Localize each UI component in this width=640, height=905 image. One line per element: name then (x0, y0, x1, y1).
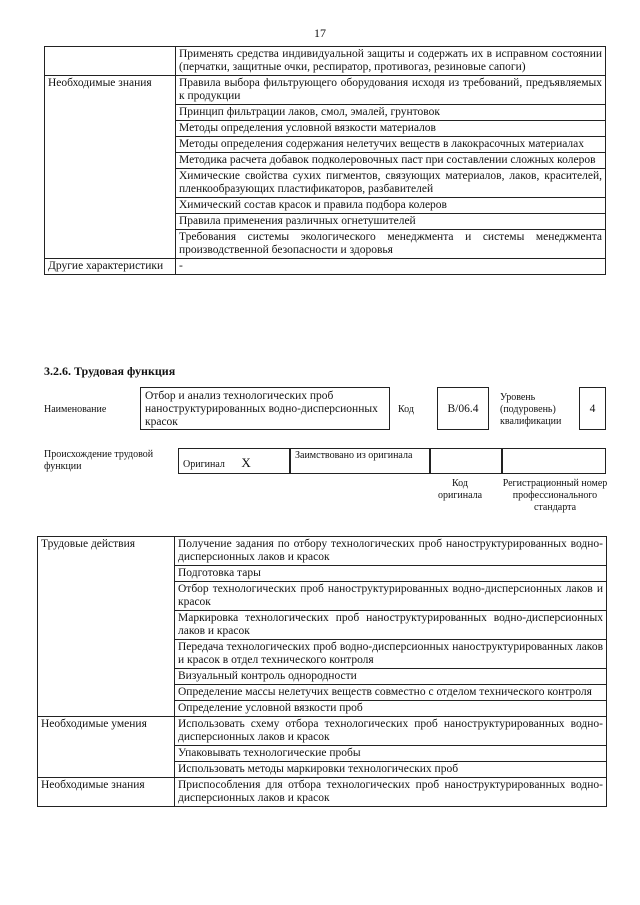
row-item: Методика расчета добавок подколеровочных паст при составлении сложных колеров (176, 153, 606, 169)
table-row (45, 259, 606, 275)
code-value: В/06.4 (437, 387, 489, 430)
code-original-label: Код оригинала (437, 478, 483, 501)
row-item: Упаковывать технологические пробы (175, 746, 607, 762)
top-table (44, 46, 606, 275)
code-original-cell (430, 448, 502, 474)
row-item: Принцип фильтрации лаков, смол, эмалей, грунтовок (176, 105, 606, 121)
original-cell (178, 448, 290, 474)
row-item: Использовать методы маркировки технологических проб (175, 762, 607, 778)
row-category (45, 47, 176, 76)
table-row (38, 537, 607, 566)
level-label: Уровень (подуровень) квалификации (500, 392, 562, 427)
reg-number-cell (502, 448, 606, 474)
reg-number-label: Регистрационный номер профессионального стандарта (502, 478, 608, 513)
row-item: Требования системы экологического менеджмента и системы менеджмента производственной безопасности и здоровья (176, 230, 606, 259)
borrowed-cell (290, 448, 430, 474)
code-label: Код (398, 404, 414, 415)
row-item: Определение массы нелетучих веществ совместно с отделом технического контроля (175, 685, 607, 701)
name-value: Отбор и анализ технологических проб наноструктурированных водно-дисперсионных красок (140, 387, 390, 430)
bottom-table (37, 536, 607, 807)
table-row (45, 47, 606, 76)
row-item: Методы определения содержания нелетучих веществ в лакокрасочных материалах (176, 137, 606, 153)
table-row (45, 76, 606, 105)
origin-label: Происхождение трудовой функции (44, 449, 154, 472)
original-label: Оригинал (183, 459, 225, 470)
row-item: Маркировка технологических проб наноструктурированных водно-дисперсионных лаков и красок (175, 611, 607, 640)
name-label: Наименование (44, 404, 107, 415)
row-item: Методы определения условной вязкости материалов (176, 121, 606, 137)
row-item: Применять средства индивидуальной защиты и содержать их в исправном состоянии (перчатки, защитные очки, респиратор, противогаз, резиновые сапоги) (176, 47, 606, 76)
row-item: Визуальный контроль однородности (175, 669, 607, 685)
table-row (38, 778, 607, 807)
row-category: Необходимые умения (38, 717, 175, 778)
row-item: Использовать схему отбора технологических проб наноструктурированных водно-дисперсионных лаков и красок (175, 717, 607, 746)
original-mark: X (241, 455, 251, 470)
table-row (38, 717, 607, 746)
row-category: Необходимые знания (38, 778, 175, 807)
row-item: Химические свойства сухих пигментов, связующих материалов, лаков, красителей, пленкообразующих пластификаторов, разбавителей (176, 169, 606, 198)
page-number: 17 (314, 26, 326, 40)
borrowed-label: Заимствовано из оригинала (295, 450, 413, 461)
row-category: Необходимые знания (45, 76, 176, 259)
row-item: Химический состав красок и правила подбора колеров (176, 198, 606, 214)
row-item: Подготовка тары (175, 566, 607, 582)
row-category: Другие характеристики (45, 259, 176, 275)
row-item: Получение задания по отбору технологических проб наноструктурированных водно-дисперсионных лаков и красок (175, 537, 607, 566)
row-category: Трудовые действия (38, 537, 175, 717)
level-value: 4 (579, 387, 606, 430)
row-item: Передача технологических проб водно-дисперсионных наноструктурированных лаков и красок в отдел технического контроля (175, 640, 607, 669)
row-item: Правила выбора фильтрующего оборудования исходя из требований, предъявляемых к продукции (176, 76, 606, 105)
row-item: Отбор технологических проб наноструктурированных водно-дисперсионных лаков и красок (175, 582, 607, 611)
row-item: - (176, 259, 606, 275)
section-title: 3.2.6. Трудовая функция (44, 364, 176, 378)
row-item: Приспособления для отбора технологических проб наноструктурированных водно-дисперсионных лаков и красок (175, 778, 607, 807)
row-item: Определение условной вязкости проб (175, 701, 607, 717)
row-item: Правила применения различных огнетушителей (176, 214, 606, 230)
